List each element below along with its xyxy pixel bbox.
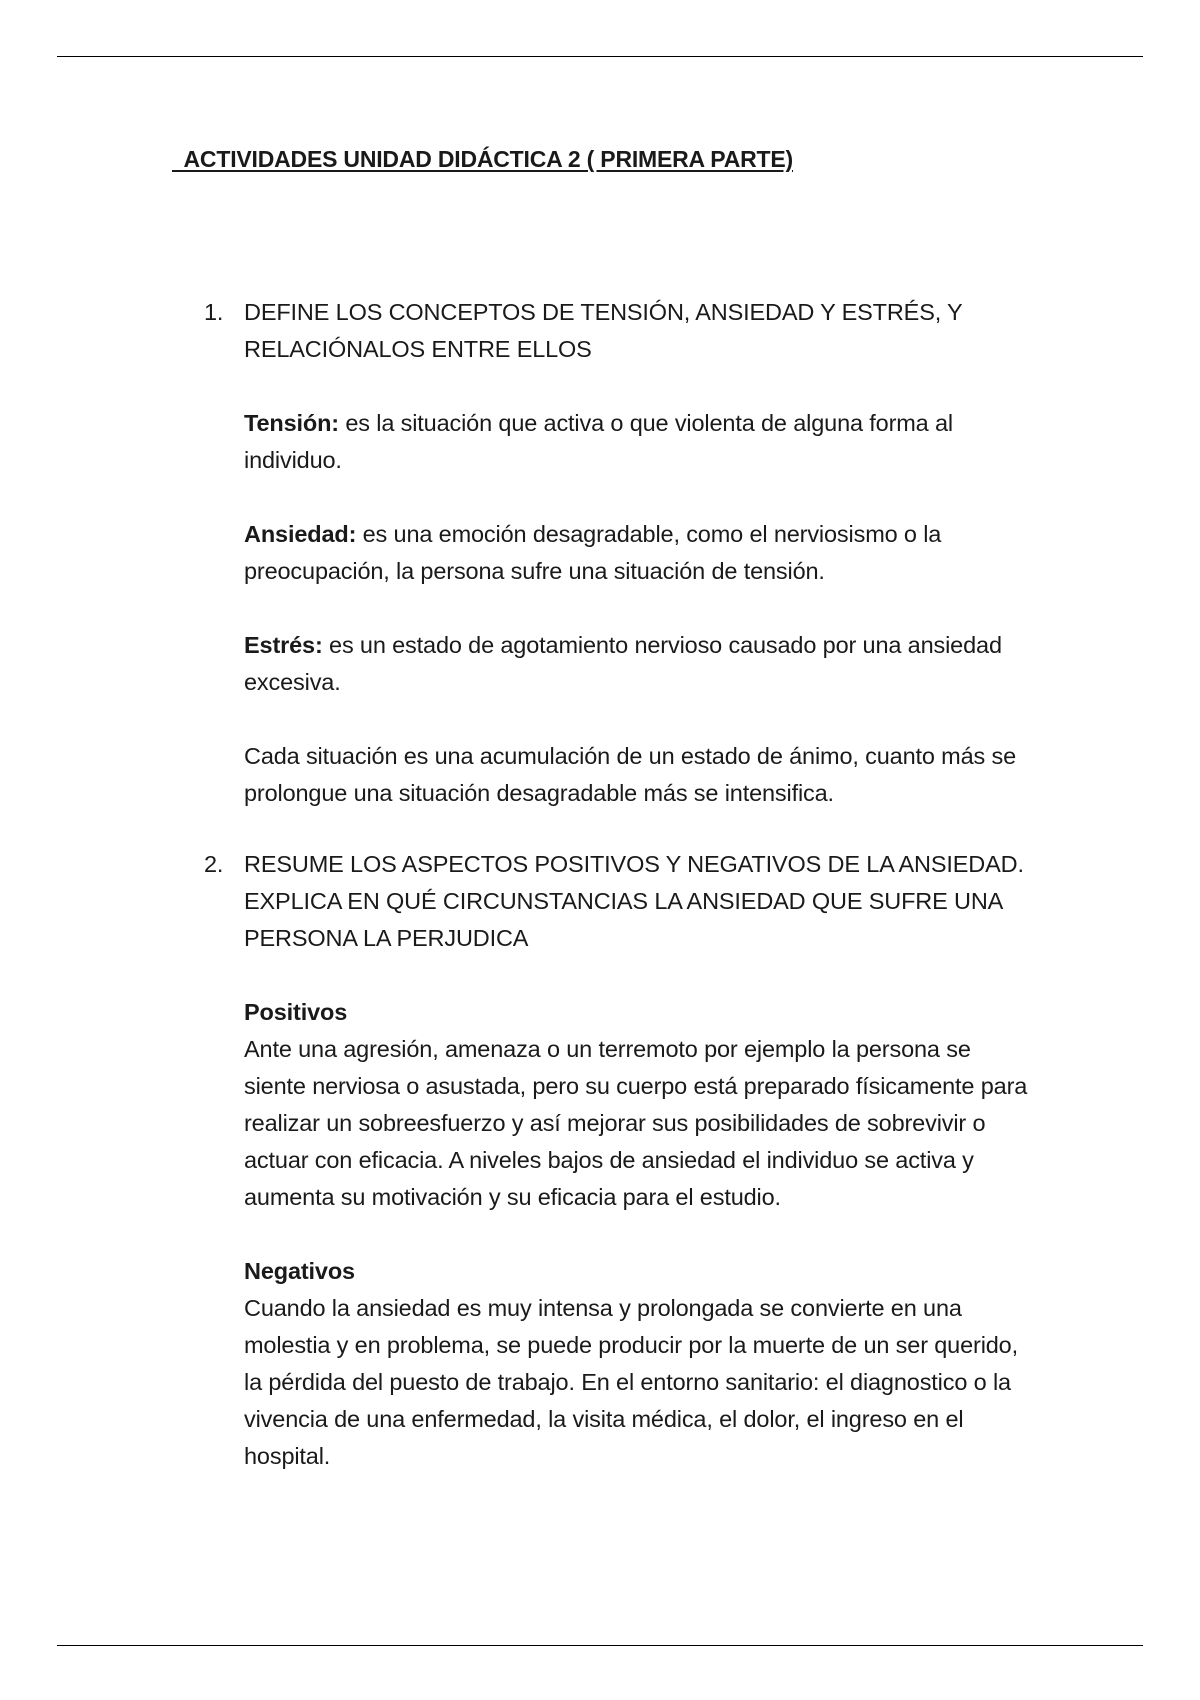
definition-tension [244, 405, 1034, 479]
negativos-heading: Negativos [244, 1258, 355, 1284]
question-2-number: 2. [204, 851, 224, 877]
positivos-text: Ante una agresión, amenaza o un terremoto por ejemplo la persona se siente nerviosa o asustada, pero su cuerpo está preparado físicamente para realizar un sobreesfuerzo y así mejorar sus posibilidades de sobrevivir o actuar con eficacia. A niveles bajos de ansiedad el individuo se activa y aumenta su motivación y su eficacia para el estudio. [244, 1036, 1028, 1210]
positivos-section [244, 994, 1034, 1216]
positivos-heading: Positivos [244, 999, 348, 1025]
definition-estres [244, 627, 1034, 701]
definition-tension-text: es la situación que activa o que violenta de alguna forma al individuo. [244, 410, 953, 473]
question-1 [204, 294, 1034, 812]
question-2 [204, 846, 1034, 1475]
negativos-section [244, 1253, 1034, 1475]
definition-ansiedad [244, 516, 1034, 590]
question-2-prompt-line1: RESUME LOS ASPECTOS POSITIVOS Y NEGATIVOS DE LA ANSIEDAD. [244, 851, 1024, 877]
page-header-rule [57, 56, 1143, 57]
definition-tension-label: Tensión: [244, 410, 339, 436]
definition-estres-label: Estrés: [244, 632, 323, 658]
definition-ansiedad-label: Ansiedad: [244, 521, 357, 547]
relation-summary: Cada situación es una acumulación de un estado de ánimo, cuanto más se prolongue una situación desagradable más se intensifica. [244, 743, 1017, 806]
page-footer-rule [57, 1645, 1143, 1646]
question-1-number: 1. [204, 299, 224, 325]
question-2-prompt-line2: EXPLICA EN QUÉ CIRCUNSTANCIAS LA ANSIEDAD QUE SUFRE UNA [244, 888, 1004, 914]
question-1-prompt-line2: RELACIÓNALOS ENTRE ELLOS [244, 336, 592, 362]
definition-ansiedad-text: es una emoción desagradable, como el nerviosismo o la preocupación, la persona sufre una situación de tensión. [244, 521, 942, 584]
question-2-prompt [244, 846, 1034, 957]
question-2-prompt-line3: PERSONA LA PERJUDICA [244, 925, 529, 951]
question-1-prompt-line1: DEFINE LOS CONCEPTOS DE TENSIÓN, ANSIEDAD Y ESTRÉS, Y [244, 299, 963, 325]
page-title: ACTIVIDADES UNIDAD DIDÁCTICA 2 ( PRIMERA PARTE) [172, 146, 794, 172]
negativos-text: Cuando la ansiedad es muy intensa y prolongada se convierte en una molestia y en problema, se puede producir por la muerte de un ser querido, la pérdida del puesto de trabajo. En el entorno sanitario: el diagnostico o la vivencia de una enfermedad, la visita médica, el dolor, el ingreso en el hospital. [244, 1295, 1018, 1469]
question-1-prompt [244, 294, 1034, 368]
definition-estres-text: es un estado de agotamiento nervioso causado por una ansiedad excesiva. [244, 632, 1002, 695]
